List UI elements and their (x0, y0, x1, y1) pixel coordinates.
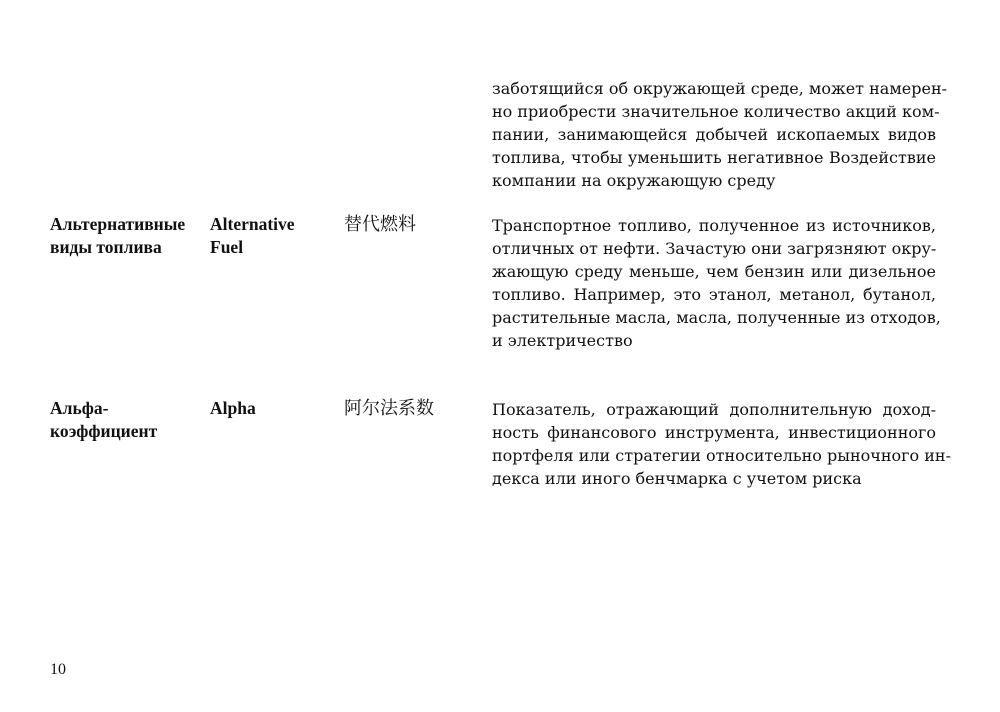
term-english (210, 397, 256, 420)
definition-line: и электричество (492, 331, 633, 350)
term-english-line: Fuel (210, 237, 244, 257)
term-english (210, 213, 295, 259)
term-russian-line: Альтернативные (50, 214, 186, 234)
definition-line: растительные масла, масла, полученные из отходов, (492, 308, 941, 327)
term-english-line: Alpha (210, 398, 256, 418)
definition-line: Показатель, отражающий дополнительную доход- (492, 400, 936, 419)
term-english-line: Alternative (210, 214, 295, 234)
definition-line: топлива, чтобы уменьшить негативное Воздействие (492, 148, 936, 167)
term-chinese: 替代燃料 (344, 214, 416, 235)
definition-line: отличных от нефти. Зачастую они загрязняют окру- (492, 239, 937, 258)
definition-line: пании, занимающейся добычей ископаемых видов (492, 125, 936, 144)
definition-line: топливо. Например, это этанол, метанол, бутанол, (492, 285, 936, 304)
term-russian (50, 213, 185, 259)
term-russian-line: Альфа- (50, 398, 109, 418)
definition-line: компании на окружающую среду (492, 171, 776, 190)
term-chinese: 阿尔法系数 (344, 398, 434, 419)
definition-line: заботящийся об окружающей среде, может намерен- (492, 79, 948, 98)
page-number: 10 (50, 661, 66, 678)
term-russian-line: виды топлива (50, 237, 162, 257)
term-russian (50, 397, 157, 443)
definition-line: ность финансового инструмента, инвестиционного (492, 423, 936, 442)
definition-line: жающую среду меньше, чем бензин или дизельное (492, 262, 936, 281)
term-russian-line: коэффициент (50, 421, 158, 441)
definition-line: Транспортное топливо, полученное из источников, (492, 216, 936, 235)
definition-line: декса или иного бенчмарка с учетом риска (492, 469, 862, 488)
definition-line: портфеля или стратегии относительно рыночного ин- (492, 446, 951, 465)
definition-line: но приобрести значительное количество акций ком- (492, 102, 940, 121)
